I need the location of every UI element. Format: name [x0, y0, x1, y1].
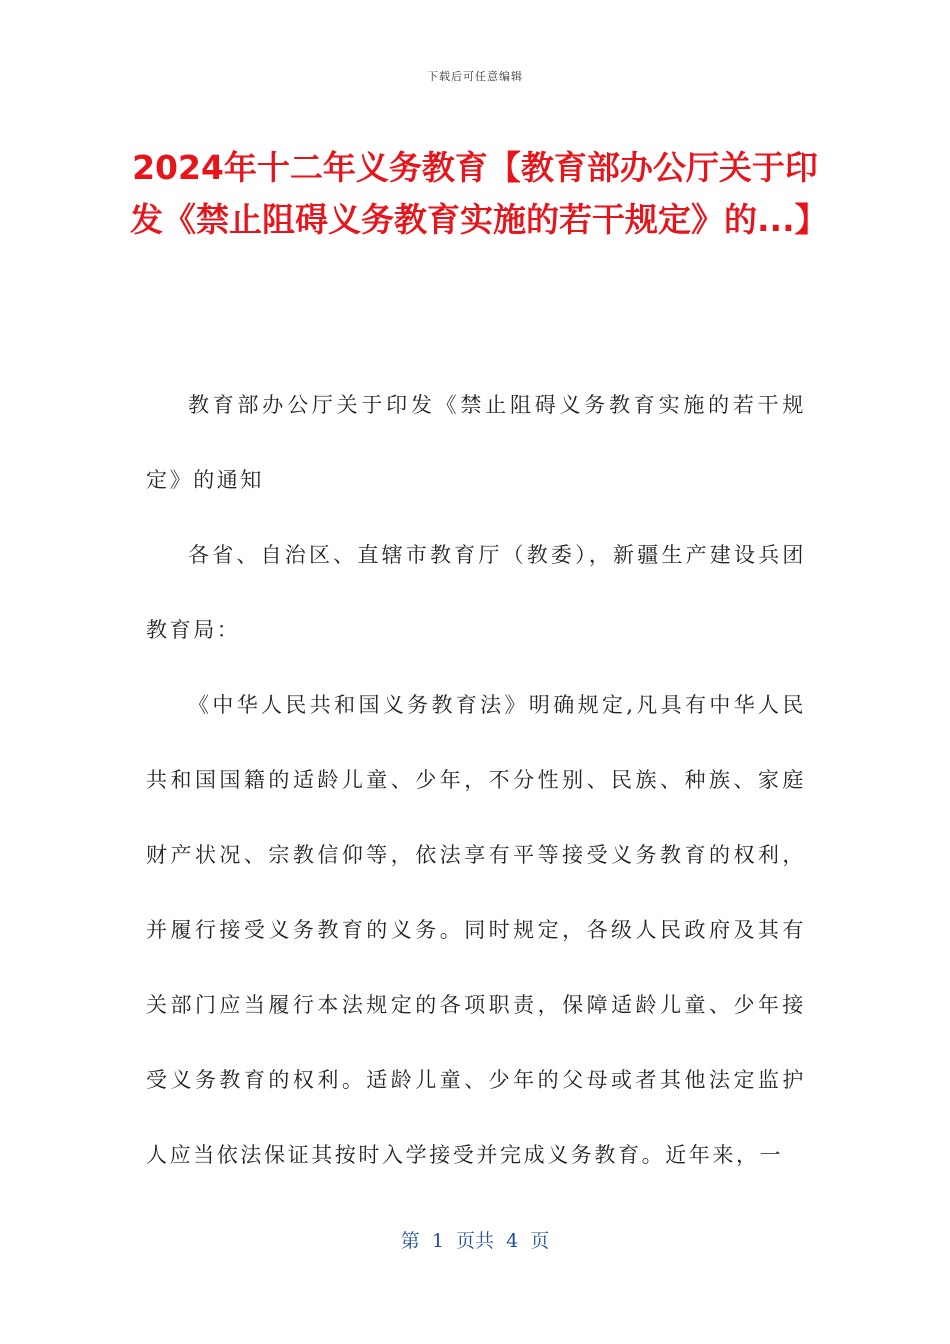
document-title: 2024年十二年义务教育【教育部办公厅关于印发《禁止阻碍义务教育实施的若干规定》的...】: [130, 148, 828, 239]
paragraph-addressees: 各省、自治区、直辖市教育厅（教委），新疆生产建设兵团教育局：: [146, 543, 806, 642]
page-number-footer: 第 1 页共 4 页: [400, 1230, 550, 1252]
paragraph-body: 《中华人民共和国义务教育法》明确规定,凡具有中华人民共和国国籍的适龄儿童、少年，不分性别、民族、种族、家庭财产状况、宗教信仰等，依法享有平等接受义务教育的权利，并履行接受义务教育的义务。同时规定，各级人民政府及其有关部门应当履行本法规定的各项职责，保障适龄儿童、少年接受义务教育的权利。适龄儿童、少年的父母或者其他法定监护人应当依法保证其按时入学接受并完成义务教育。近年来，一: [146, 693, 806, 1167]
header-note: 下载后可任意编辑: [427, 70, 523, 83]
document-body: [146, 368, 806, 1193]
paragraph-notice-title: 教育部办公厅关于印发《禁止阻碍义务教育实施的若干规定》的通知: [146, 393, 806, 492]
